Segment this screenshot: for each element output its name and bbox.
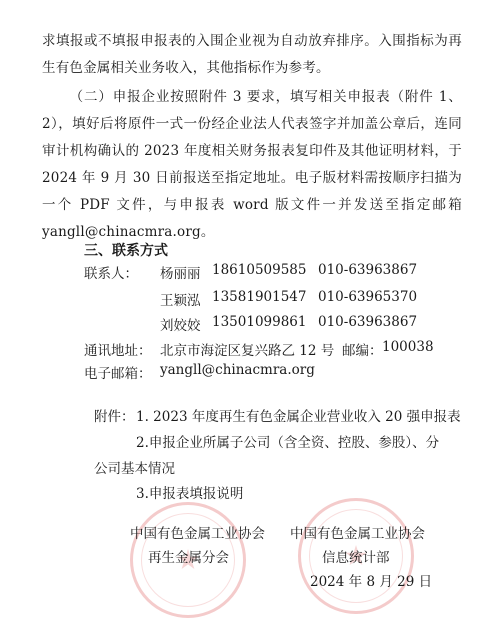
- contact-mobile: 13581901547: [212, 289, 307, 305]
- paragraph-submission-requirements: [42, 84, 462, 246]
- signing-org-1-line1: 中国有色金属工业协会: [130, 526, 265, 542]
- contact-name: 杨丽丽: [160, 266, 201, 282]
- contact-phone: 010-63963867: [318, 262, 418, 278]
- contacts-label: 联系人：: [84, 266, 138, 282]
- email-label: 电子邮箱：: [84, 366, 152, 382]
- attachment-item: 1. 2023 年度再生有色金属企业营业收入 20 强申报表: [136, 409, 461, 425]
- contact-mobile: 13501099861: [212, 314, 307, 330]
- contact-mobile: 18610509585: [212, 262, 307, 278]
- attachment-item: 2.申报企业所属子公司（含全资、控股、参股）、分: [136, 435, 440, 451]
- paragraph-deadline-note: 求填报或不填报申报表的入围企业视为自动放弃排序。入围指标为再生有色金属相关业务收入，其他指标作为参考。: [42, 33, 462, 76]
- signing-org-2-line2: 信息统计部: [322, 550, 390, 566]
- signing-org-2-line1: 中国有色金属工业协会: [290, 526, 425, 542]
- postcode-label: 邮编：: [342, 343, 383, 359]
- contact-name: 王颖泓: [160, 293, 201, 309]
- paragraph-submission-text: （二）申报企业按照附件 3 要求，填写相关申报表（附件 1、2），填好后将原件一式一份经企业法人代表签字并加盖公章后，连同审计机构确认的 2023 年度相关财务报表复印件及其他证明材料，于 2024 年 9 月 30 日前报送至指定地址。电子版材料需按顺序扫描为一个 PDF 文件，与申报表 word 版文件一并发送至指定邮箱 yangll@chinacmra.org。: [42, 89, 462, 240]
- attachments-label: 附件：: [94, 409, 135, 425]
- signing-org-1-line2: 再生金属分会: [148, 550, 229, 566]
- address-value: 北京市海淀区复兴路乙 12 号: [160, 343, 335, 359]
- postcode-value: 100038: [382, 339, 434, 355]
- section-heading-contact: 三、联系方式: [84, 243, 168, 259]
- attachment-item: 3.申报表填报说明: [136, 486, 244, 502]
- contact-phone: 010-63965370: [318, 289, 418, 305]
- signing-date: 2024 年 8 月 29 日: [310, 574, 433, 590]
- contact-phone: 010-63963867: [318, 314, 418, 330]
- contact-name: 刘姣姣: [160, 318, 201, 334]
- email-value: yangll@chinacmra.org: [160, 362, 315, 378]
- address-label: 通讯地址：: [84, 343, 152, 359]
- attachment-item-continuation: 公司基本情况: [94, 461, 175, 477]
